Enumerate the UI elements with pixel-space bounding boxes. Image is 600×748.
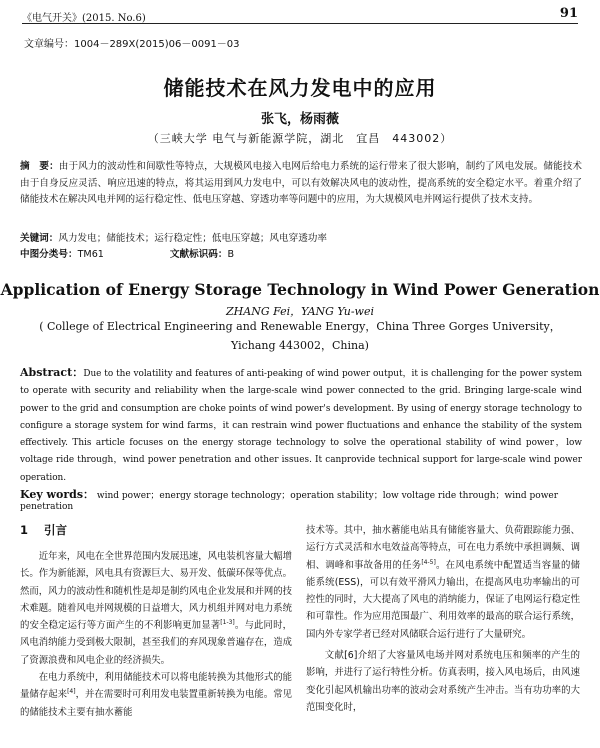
paragraph-text: 。在风电系统中配置适当容量的储能系统(ESS)，可以有效平滑风力输出，在提高风电功率输出的可控性的同时，大大提高了风电的消纳能力，保证了电网运行稳定性和可靠性。作为应用范围最广、利用效率的最高的联合运行系统，国内外专家学者已经对风储联合运行进行了大量研究。 [306,559,580,640]
abstract-english-label: Abstract： [20,366,84,379]
keywords-chinese-text: 风力发电；储能技术；运行稳定性；低电压穿越；风电穿透功率 [58,233,327,244]
doc-code-value: B [227,249,235,260]
title-chinese: 储能技术在风力发电中的应用 [163,76,437,100]
keywords-chinese-label: 关键词： [20,233,59,244]
citation: [4] [67,688,76,696]
journal-name: 《电气开关》(2015. No.6) [22,13,146,24]
doc-code-label: 文献标识码： [169,249,228,260]
clc-value: TM61 [77,249,104,260]
body-column-right [306,522,580,716]
paragraph-text: ，并在需要时可利用发电装置重新转换为电能。常见的储能技术主要有抽水蓄能 [20,689,292,718]
clc-label: 中图分类号： [20,249,78,260]
affiliation-chinese: （三峡大学 电气与新能源学院，湖北 宜昌 443002） [147,132,453,145]
keywords-english-label: Key words： [20,488,95,501]
affiliation-english-line1: ( College of Electrical Engineering and Renewable Energy，China Three Gorges University， [39,320,561,333]
page-number: 91 [559,6,578,21]
citation: [1-3] [220,619,235,627]
header-rule [22,23,578,24]
paragraph-text: 。与此同时，风电消纳能力受到极大限制，甚至我们的弃风现象普遍存在，造成了资源浪费和风电企业的经济损失。 [20,620,292,666]
article-number: 文章编号：1004－289X(2015)06－0091－03 [24,39,240,50]
paragraph [20,548,292,669]
paragraph [20,669,292,721]
section-title: 引言 [44,523,68,537]
authors-chinese: 张飞，杨雨薇 [260,112,339,127]
keywords-english-text: wind power；energy storage technology；operation stability；low voltage ride through；wind power penetration [20,491,559,512]
paragraph-text: 近年来，风电在全世界范围内发展迅速，风电装机容量大幅增长。作为新能源，风电具有资源巨大、易开发、低碳环保等优点。然而，风力的波动性和随机性是却是制约风电企业发展和并网的技术难题。随着风电并网规模的日益增大，风力机组并网对电力系统的安全稳定运行等方面产生的不利影响更加显著 [20,551,292,632]
body-column-left [20,522,292,721]
section-heading [20,522,292,542]
section-number: 1 [20,523,29,537]
keywords-english [20,486,590,512]
abstract-chinese-text: 由于风力的波动性和间歇性等特点，大规模风电接入电网后给电力系统的运行带来了很大影响，制约了风电发展。储能技术由于自身反应灵活、响应迅速的特点，将其运用到风力发电中，可以有效解决风电的波动性，提高系统的安全稳定水平。着重介绍了储能技术在解决风电并网的运行稳定性、低电压穿越、穿透功率等问题中的应用，为大规模风电并网运行提供了技术支持。 [20,161,582,206]
title-english: Application of Energy Storage Technology in Wind Power Generation [0,280,600,299]
keywords-chinese [20,230,582,244]
paragraph-text: 在电力系统中，利用储能技术可以将电能转换为其他形式的能量储存起来 [20,672,292,701]
abstract-chinese [20,159,582,209]
affiliation-english-line2: Yichang 443002，China) [231,339,369,352]
classification-line [20,246,240,260]
abstract-english [20,364,582,487]
abstract-english-text: Due to the volatility and features of anti-peaking of wind power output，it is challenging for the power system to operate with security and reliability when the large-scale wind power connected to the grid. Bringing large-scale wind power to the grid and consumption are choke points of wind power's development. By using of energy storage technology to configure a storage system for wind farms，it can restrain wind power fluctuations and enhance the stability of the system effectively. This article focuses on the energy storage technology to solve the operational stability of wind power，low voltage ride through，wind power penetration and other issues. It canprovide technical support for large-scale wind power operation. [20,369,583,483]
paragraph-text: 技术等。其中，抽水蓄能电站具有储能容量大、负荷跟踪能力强、运行方式灵活和水电效益高等特点，可在电力系统中承担调频、调相、调峰和事故备用的任务 [306,525,580,571]
citation: [4-5] [421,558,436,566]
running-header [22,6,578,24]
paragraph [306,522,580,643]
abstract-chinese-label: 摘 要： [20,161,59,172]
paragraph: 文献[6]介绍了大容量风电场并网对系统电压和频率的产生的影响，并进行了运行特性分析。仿真表明，接入风电场后，由风速变化引起风机输出功率的波动会对系统产生冲击。当有功功率的大范围变化时， [306,650,580,713]
authors-english: ZHANG Fei，YANG Yu-wei [226,305,374,318]
